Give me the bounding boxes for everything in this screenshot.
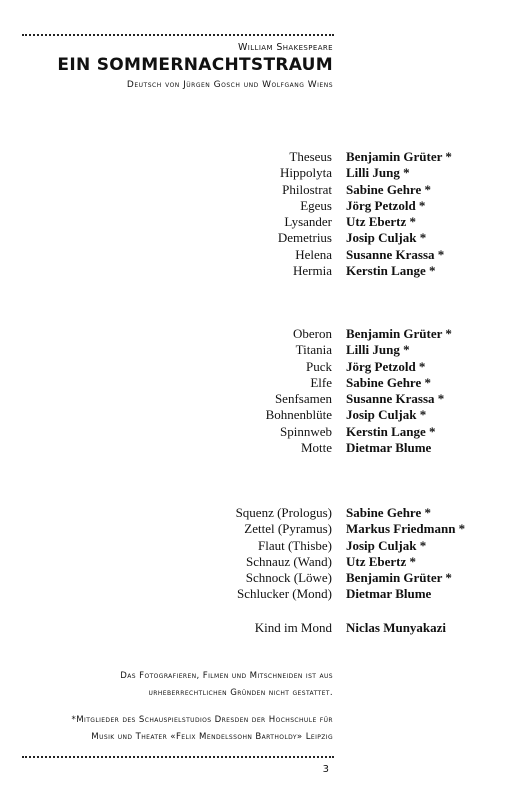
actor-name: Josip Culjak * — [346, 537, 427, 553]
actor-name: Josip Culjak * — [346, 407, 427, 423]
cast-row — [0, 620, 511, 636]
actor-name: Kerstin Lange * — [346, 423, 436, 439]
actor-name: Susanne Krassa * — [346, 391, 445, 407]
actor-name: Sabine Gehre * — [346, 505, 431, 520]
actor-name: Benjamin Grüter * — [346, 570, 452, 586]
role-name: Flaut (Thisbe) — [257, 537, 332, 553]
role-name: Theseus — [289, 149, 332, 164]
role-name: Senfsamen — [274, 391, 332, 407]
actor-name: Utz Ebertz * — [346, 214, 417, 230]
actor-name: Sabine Gehre * — [346, 374, 431, 390]
actor-name: Niclas Munyakazi — [346, 620, 447, 635]
cast-row — [0, 247, 511, 263]
cast-row — [0, 342, 511, 358]
cast-group-mechanicals — [0, 505, 511, 603]
actor-name: Benjamin Grüter * — [346, 326, 452, 341]
actor-name: Dietmar Blume — [346, 586, 432, 602]
cast-row — [0, 570, 511, 586]
cast-row — [0, 214, 511, 230]
cast-row — [0, 538, 511, 554]
cast-row — [0, 359, 511, 375]
actor-name: Lilli Jung * — [346, 342, 410, 358]
cast-row — [0, 165, 511, 181]
actor-name: Utz Ebertz * — [346, 553, 417, 569]
role-name: Egeus — [300, 197, 332, 213]
cast-row — [0, 375, 511, 391]
recording-notice — [120, 668, 333, 702]
page-number: 3 — [322, 764, 329, 775]
role-name: Demetrius — [277, 230, 332, 246]
recording-notice-line: urheberrechtlichen Gründen nicht gestattet. — [148, 688, 333, 698]
role-name: Hippolyta — [280, 165, 332, 181]
role-name: Squenz (Prologus) — [235, 505, 332, 520]
actor-name: Dietmar Blume — [346, 440, 432, 456]
cast-row — [0, 586, 511, 602]
cast-row — [0, 407, 511, 423]
cast-row — [0, 554, 511, 570]
cast-row — [0, 440, 511, 456]
cast-row — [0, 198, 511, 214]
members-footnote-line: Musik und Theater «Felix Mendelssohn Bartholdy» Leipzig — [91, 732, 333, 742]
members-footnote-line: *Mitglieder des Schauspielstudios Dresden der Hochschule für — [71, 715, 333, 725]
translation-credit: Deutsch von Jürgen Gosch und Wolfgang Wiens — [126, 80, 333, 90]
cast-row — [0, 149, 511, 165]
cast-group-lovers — [0, 149, 511, 279]
actor-name: Kerstin Lange * — [346, 263, 436, 279]
cast-group-child — [0, 620, 511, 636]
play-title: EIN SOMMERNACHTSTRAUM — [57, 55, 333, 75]
members-footnote — [72, 712, 333, 746]
top-dotted-rule — [22, 34, 334, 36]
actor-name: Jörg Petzold * — [346, 358, 426, 374]
role-name: Puck — [306, 358, 332, 374]
role-name: Schnock (Löwe) — [245, 570, 332, 586]
cast-row — [0, 505, 511, 521]
role-name: Motte — [300, 440, 332, 456]
actor-name: Markus Friedmann * — [346, 521, 466, 537]
actor-name: Lilli Jung * — [346, 165, 410, 181]
actor-name: Susanne Krassa * — [346, 246, 445, 262]
role-name: Lysander — [284, 214, 332, 230]
role-name: Titania — [295, 342, 332, 358]
cast-row — [0, 182, 511, 198]
cast-row — [0, 424, 511, 440]
recording-notice-line: Das Fotografieren, Filmen und Mitschneiden ist aus — [120, 671, 333, 681]
cast-row — [0, 391, 511, 407]
cast-row — [0, 326, 511, 342]
cast-row — [0, 263, 511, 279]
role-name: Schlucker (Mond) — [237, 586, 332, 602]
role-name: Bohnenblüte — [265, 407, 332, 423]
role-name: Hermia — [293, 263, 332, 279]
bottom-dotted-rule — [22, 756, 334, 758]
role-name: Spinnweb — [280, 423, 332, 439]
cast-group-fairies — [0, 326, 511, 456]
role-name: Philostrat — [282, 181, 332, 197]
cast-row — [0, 230, 511, 246]
actor-name: Sabine Gehre * — [346, 181, 431, 197]
actor-name: Josip Culjak * — [346, 230, 427, 246]
actor-name: Benjamin Grüter * — [346, 149, 452, 164]
role-name: Oberon — [293, 326, 332, 341]
author-name: William Shakespeare — [237, 42, 333, 53]
role-name: Kind im Mond — [254, 620, 332, 635]
role-name: Helena — [295, 246, 332, 262]
role-name: Zettel (Pyramus) — [244, 521, 332, 537]
role-name: Schnauz (Wand) — [246, 553, 332, 569]
role-name: Elfe — [310, 374, 332, 390]
cast-row — [0, 521, 511, 537]
actor-name: Jörg Petzold * — [346, 197, 426, 213]
